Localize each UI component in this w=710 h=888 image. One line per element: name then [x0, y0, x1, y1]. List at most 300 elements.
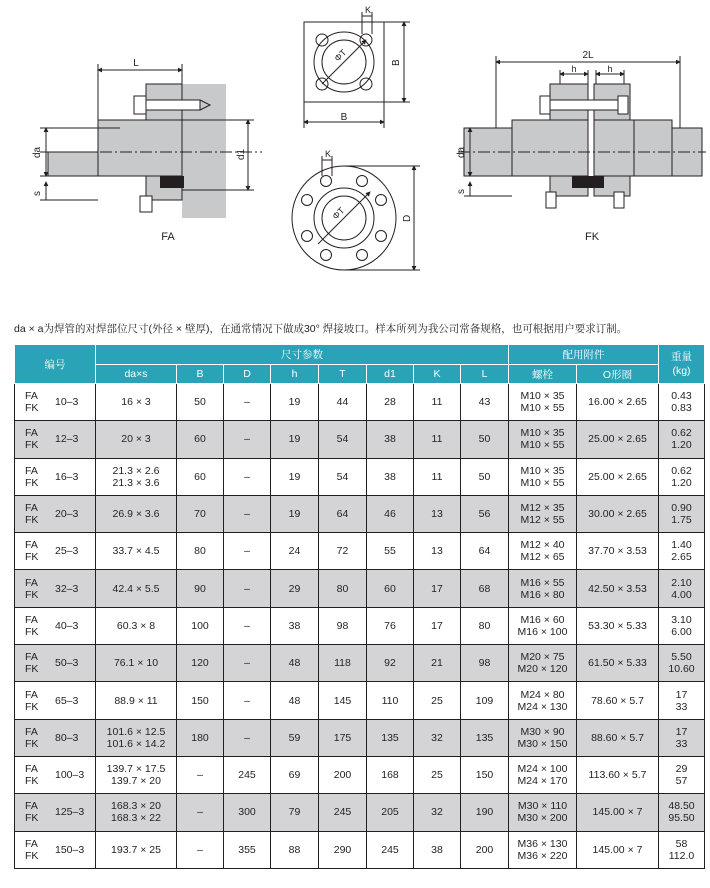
bolt-value: M30 × 90: [520, 725, 565, 738]
cell-das: [96, 421, 177, 458]
cell-L: 200: [461, 831, 509, 868]
model-fk: FK: [25, 551, 39, 564]
cell-bolt: [509, 384, 577, 421]
header-col-h: h: [271, 365, 319, 384]
cell-bolt: [509, 794, 577, 831]
model-size: 100–3: [55, 769, 85, 782]
dim-B-label-v: B: [391, 59, 402, 66]
model-fa: FA: [25, 390, 38, 403]
model-cell: [15, 682, 96, 719]
model-fk: FK: [25, 439, 39, 452]
cell-d1: 55: [367, 533, 414, 570]
cell-L: 43: [461, 384, 509, 421]
cell-K: 13: [414, 495, 461, 532]
model-size: 32–3: [55, 582, 79, 595]
cell-das: [96, 756, 177, 793]
das-value: 16 × 3: [121, 396, 151, 409]
cell-h: 19: [271, 421, 319, 458]
das-value: 139.7 × 17.5: [106, 763, 166, 776]
model-types: [25, 726, 47, 750]
model-fa: FA: [25, 427, 38, 440]
cell-weight: [659, 384, 705, 421]
note-text: da × a为焊管的对焊部位尺寸(外径 × 壁厚)，在通常情况下做成30° 焊接坡口。样本所列为我公司常备规格，也可根据用户要求订制。: [14, 323, 628, 335]
cell-D: –: [224, 607, 271, 644]
bolt-value: M10 × 55: [520, 402, 565, 415]
cell-das: [96, 794, 177, 831]
cell-B: 90: [177, 570, 224, 607]
model-types: [25, 539, 47, 563]
cell-bolt: [509, 495, 577, 532]
bolt-value: M10 × 55: [520, 439, 565, 452]
cell-h: 59: [271, 719, 319, 756]
bolt-value: M12 × 40: [520, 539, 565, 552]
cell-weight: [659, 831, 705, 868]
cell-h: 48: [271, 645, 319, 682]
model-fa: FA: [25, 613, 38, 626]
cell-d1: 38: [367, 458, 414, 495]
dim-K-label-round: K: [324, 149, 332, 159]
dim-d1-label: d1: [236, 148, 247, 160]
model-size: 20–3: [55, 508, 79, 521]
bolt-value: M24 × 130: [517, 700, 568, 713]
dim-phiT-label-round: ΦT: [330, 205, 347, 222]
weight-value: 33: [675, 700, 688, 713]
bolt-value: M20 × 75: [520, 651, 565, 664]
model-fk: FK: [25, 775, 39, 788]
model-cell: [15, 570, 96, 607]
cell-bolt: [509, 645, 577, 682]
cell-d1: 38: [367, 421, 414, 458]
cell-B: 180: [177, 719, 224, 756]
cell-bolt: [509, 533, 577, 570]
cell-K: 25: [414, 682, 461, 719]
cell-d1: 245: [367, 831, 414, 868]
table-row: [15, 645, 705, 682]
weight-value: 0.90: [671, 502, 692, 515]
model-fk: FK: [25, 737, 39, 750]
dim-h-label-right: h: [607, 64, 613, 74]
bolt-value: M36 × 130: [517, 837, 568, 850]
cell-d1: 76: [367, 607, 414, 644]
cell-T: 72: [319, 533, 367, 570]
cell-K: 11: [414, 458, 461, 495]
cell-h: 69: [271, 756, 319, 793]
das-value: 193.7 × 25: [111, 843, 161, 856]
model-fa: FA: [25, 464, 38, 477]
weight-value: 0.62: [671, 464, 692, 477]
header-col-oring: O形圈: [577, 365, 659, 384]
model-cell: [15, 607, 96, 644]
model-types: [25, 614, 47, 638]
cell-das: [96, 719, 177, 756]
cell-das: [96, 831, 177, 868]
cell-bolt: [509, 570, 577, 607]
model-fk: FK: [25, 402, 39, 415]
cell-d1: 46: [367, 495, 414, 532]
cell-T: 175: [319, 719, 367, 756]
cell-D: –: [224, 421, 271, 458]
das-value: 76.1 × 10: [113, 657, 159, 670]
cell-B: 120: [177, 645, 224, 682]
model-fa: FA: [25, 800, 38, 813]
cell-T: 64: [319, 495, 367, 532]
model-size: 125–3: [55, 806, 85, 819]
round-flange-view: [292, 156, 420, 270]
model-types: [25, 838, 47, 862]
weight-value: 17: [675, 688, 688, 701]
fa-label: FA: [161, 231, 175, 243]
weight-value: 0.43: [671, 390, 692, 403]
header-model: 编号: [15, 345, 96, 384]
cell-B: –: [177, 756, 224, 793]
cell-K: 38: [414, 831, 461, 868]
weight-value: 95.50: [668, 812, 695, 825]
bolt-value: M30 × 150: [517, 737, 568, 750]
model-cell: [15, 794, 96, 831]
header-col-das: da×s: [96, 365, 177, 384]
square-flange-view: [304, 12, 410, 128]
header-col-d1: d1: [367, 365, 414, 384]
das-value: 21.3 × 2.6: [112, 464, 160, 477]
spec-table: [14, 344, 705, 869]
dim-K-label-square: K: [364, 5, 372, 15]
header-col-D: D: [224, 365, 271, 384]
model-fk: FK: [25, 700, 39, 713]
model-fa: FA: [25, 837, 38, 850]
header-col-T: T: [319, 365, 367, 384]
bolt-value: M24 × 100: [517, 763, 568, 776]
model-types: [25, 427, 47, 451]
cell-d1: 135: [367, 719, 414, 756]
cell-L: 56: [461, 495, 509, 532]
dim-phiT-label-square: ΦT: [332, 47, 349, 64]
cell-D: 355: [224, 831, 271, 868]
model-fa: FA: [25, 688, 38, 701]
cell-h: 48: [271, 682, 319, 719]
cell-L: 80: [461, 607, 509, 644]
das-value: 33.7 × 4.5: [112, 545, 160, 558]
cell-h: 88: [271, 831, 319, 868]
header-parts-group: 配用附件: [509, 345, 659, 365]
cell-oring: 16.00 × 2.65: [577, 384, 659, 421]
cell-bolt: [509, 719, 577, 756]
cell-B: 60: [177, 458, 224, 495]
model-fa: FA: [25, 651, 38, 664]
table-row: [15, 384, 705, 421]
table-row: [15, 570, 705, 607]
cell-bolt: [509, 831, 577, 868]
dim-h-label-left: h: [571, 64, 577, 74]
table-row: [15, 495, 705, 532]
model-cell: [15, 458, 96, 495]
cell-D: 245: [224, 756, 271, 793]
cell-L: 50: [461, 421, 509, 458]
cell-oring: 113.60 × 5.7: [577, 756, 659, 793]
cell-T: 145: [319, 682, 367, 719]
bolt-value: M24 × 170: [517, 775, 568, 788]
model-types: [25, 465, 47, 489]
weight-value: 1.20: [671, 439, 692, 452]
das-value: 168.3 × 22: [111, 812, 161, 825]
model-cell: [15, 384, 96, 421]
model-types: [25, 800, 47, 824]
dim-B-label-h: B: [340, 112, 348, 123]
cell-L: 109: [461, 682, 509, 719]
model-fa: FA: [25, 576, 38, 589]
cell-L: 68: [461, 570, 509, 607]
model-fk: FK: [25, 476, 39, 489]
weight-value: 5.50: [671, 651, 692, 664]
cell-oring: 53.30 × 5.33: [577, 607, 659, 644]
bolt-value: M24 × 80: [520, 688, 565, 701]
cell-K: 11: [414, 384, 461, 421]
table-row: [15, 719, 705, 756]
bolt-value: M16 × 80: [520, 588, 565, 601]
cell-B: 150: [177, 682, 224, 719]
cell-K: 17: [414, 607, 461, 644]
model-size: 40–3: [55, 619, 79, 632]
cell-T: 54: [319, 421, 367, 458]
model-size: 10–3: [55, 396, 79, 409]
weight-value: 10.60: [668, 663, 695, 676]
table-row: [15, 756, 705, 793]
header-col-L: L: [461, 365, 509, 384]
bolt-value: M16 × 60: [520, 613, 565, 626]
cell-das: [96, 682, 177, 719]
technical-drawings: [0, 0, 710, 310]
model-cell: [15, 495, 96, 532]
cell-D: 300: [224, 794, 271, 831]
weight-value: 1.20: [671, 476, 692, 489]
cell-oring: 78.60 × 5.7: [577, 682, 659, 719]
bolt-value: M12 × 55: [520, 514, 565, 527]
bolt-value: M12 × 35: [520, 502, 565, 515]
cell-weight: [659, 533, 705, 570]
das-value: 101.6 × 12.5: [106, 725, 166, 738]
cell-L: 64: [461, 533, 509, 570]
cell-h: 19: [271, 384, 319, 421]
cell-K: 21: [414, 645, 461, 682]
model-fk: FK: [25, 812, 39, 825]
cell-oring: 30.00 × 2.65: [577, 495, 659, 532]
cell-D: –: [224, 384, 271, 421]
cell-h: 79: [271, 794, 319, 831]
weight-value: 4.00: [671, 588, 692, 601]
bolt-value: M10 × 35: [520, 464, 565, 477]
bolt-value: M30 × 200: [517, 812, 568, 825]
model-cell: [15, 421, 96, 458]
dim-s-label: s: [32, 191, 43, 196]
model-size: 25–3: [55, 545, 79, 558]
model-fk: FK: [25, 588, 39, 601]
cell-T: 200: [319, 756, 367, 793]
bolt-value: M30 × 110: [517, 800, 568, 813]
cell-h: 29: [271, 570, 319, 607]
cell-oring: 88.60 × 5.7: [577, 719, 659, 756]
cell-L: 150: [461, 756, 509, 793]
cell-weight: [659, 645, 705, 682]
model-fk: FK: [25, 663, 39, 676]
bolt-value: M36 × 220: [517, 849, 568, 862]
cell-B: 100: [177, 607, 224, 644]
cell-K: 32: [414, 794, 461, 831]
header-col-K: K: [414, 365, 461, 384]
das-value: 42.4 × 5.5: [112, 582, 160, 595]
model-size: 16–3: [55, 470, 79, 483]
weight-value: 3.10: [671, 613, 692, 626]
table-row: [15, 607, 705, 644]
cell-das: [96, 533, 177, 570]
model-cell: [15, 645, 96, 682]
cell-weight: [659, 719, 705, 756]
bolt-value: M12 × 65: [520, 551, 565, 564]
model-fa: FA: [25, 763, 38, 776]
model-types: [25, 689, 47, 713]
model-fa: FA: [25, 502, 38, 515]
cell-weight: [659, 756, 705, 793]
cell-B: –: [177, 831, 224, 868]
model-fk: FK: [25, 625, 39, 638]
weight-value: 57: [675, 775, 688, 788]
model-size: 50–3: [55, 657, 79, 670]
das-value: 101.6 × 14.2: [106, 737, 166, 750]
das-value: 20 × 3: [121, 433, 151, 446]
cell-oring: 25.00 × 2.65: [577, 458, 659, 495]
cell-oring: 145.00 × 7: [577, 794, 659, 831]
cell-das: [96, 384, 177, 421]
cell-K: 11: [414, 421, 461, 458]
cell-weight: [659, 421, 705, 458]
cell-D: –: [224, 570, 271, 607]
bolt-value: M16 × 55: [520, 576, 565, 589]
cell-K: 13: [414, 533, 461, 570]
weight-value: 2.10: [671, 576, 692, 589]
cell-L: 135: [461, 719, 509, 756]
cell-das: [96, 458, 177, 495]
cell-T: 245: [319, 794, 367, 831]
model-types: [25, 763, 47, 787]
cell-D: –: [224, 533, 271, 570]
weight-value: 6.00: [671, 625, 692, 638]
fk-dim-da-label: da: [456, 146, 467, 158]
bolt-value: M10 × 35: [520, 390, 565, 403]
weight-value: 2.65: [671, 551, 692, 564]
fk-dim-s-label: s: [456, 189, 467, 194]
weight-value: 0.83: [671, 402, 692, 415]
header-col-B: B: [177, 365, 224, 384]
cell-weight: [659, 607, 705, 644]
header-weight-label: 重量: [671, 351, 692, 363]
bolt-value: M10 × 55: [520, 476, 565, 489]
weight-value: 29: [675, 763, 688, 776]
cell-weight: [659, 794, 705, 831]
cell-D: –: [224, 495, 271, 532]
cell-h: 19: [271, 458, 319, 495]
cell-bolt: [509, 607, 577, 644]
bolt-value: M20 × 120: [517, 663, 568, 676]
cell-K: 25: [414, 756, 461, 793]
model-types: [25, 651, 47, 675]
bolt-value: M10 × 35: [520, 427, 565, 440]
bolt-value: M16 × 100: [517, 625, 568, 638]
table-row: [15, 421, 705, 458]
weight-value: 112.0: [668, 849, 695, 862]
dim-D-label: D: [402, 214, 413, 222]
cell-h: 24: [271, 533, 319, 570]
cell-das: [96, 570, 177, 607]
cell-L: 98: [461, 645, 509, 682]
cell-d1: 110: [367, 682, 414, 719]
cell-D: –: [224, 458, 271, 495]
header-col-bolt: 螺栓: [509, 365, 577, 384]
cell-D: –: [224, 645, 271, 682]
cell-d1: 205: [367, 794, 414, 831]
cell-B: 50: [177, 384, 224, 421]
model-cell: [15, 831, 96, 868]
cell-K: 32: [414, 719, 461, 756]
cell-B: –: [177, 794, 224, 831]
model-cell: [15, 756, 96, 793]
cell-oring: 61.50 × 5.33: [577, 645, 659, 682]
model-cell: [15, 533, 96, 570]
cell-d1: 92: [367, 645, 414, 682]
cell-bolt: [509, 458, 577, 495]
cell-bolt: [509, 421, 577, 458]
dim-2L-label: 2L: [582, 50, 594, 61]
das-value: 88.9 × 11: [114, 694, 158, 707]
cell-bolt: [509, 756, 577, 793]
weight-value: 1.40: [671, 539, 692, 552]
model-size: 80–3: [55, 731, 79, 744]
cell-T: 54: [319, 458, 367, 495]
cell-oring: 37.70 × 3.53: [577, 533, 659, 570]
cell-D: –: [224, 682, 271, 719]
cell-T: 98: [319, 607, 367, 644]
cell-B: 60: [177, 421, 224, 458]
cell-D: –: [224, 719, 271, 756]
das-value: 168.3 × 20: [111, 800, 161, 813]
fa-side-view: [40, 64, 262, 218]
cell-d1: 168: [367, 756, 414, 793]
fk-label: FK: [584, 231, 600, 243]
cell-weight: [659, 570, 705, 607]
cell-L: 50: [461, 458, 509, 495]
weight-value: 0.62: [671, 427, 692, 440]
model-size: 12–3: [55, 433, 79, 446]
das-value: 21.3 × 3.6: [112, 476, 160, 489]
model-fa: FA: [25, 539, 38, 552]
fk-side-view: [458, 56, 706, 208]
table-row: [15, 458, 705, 495]
model-fk: FK: [25, 849, 39, 862]
cell-weight: [659, 495, 705, 532]
header-dimensions-group: 尺寸参数: [96, 345, 509, 365]
model-size: 150–3: [55, 843, 85, 856]
cell-das: [96, 645, 177, 682]
model-fa: FA: [25, 725, 38, 738]
header-weight-unit: (kg): [672, 365, 691, 377]
cell-B: 80: [177, 533, 224, 570]
cell-weight: [659, 682, 705, 719]
model-cell: [15, 719, 96, 756]
dim-da-label: da: [32, 146, 43, 158]
cell-T: 118: [319, 645, 367, 682]
cell-L: 190: [461, 794, 509, 831]
cell-h: 19: [271, 495, 319, 532]
weight-value: 1.75: [671, 514, 692, 527]
table-row: [15, 533, 705, 570]
cell-B: 70: [177, 495, 224, 532]
